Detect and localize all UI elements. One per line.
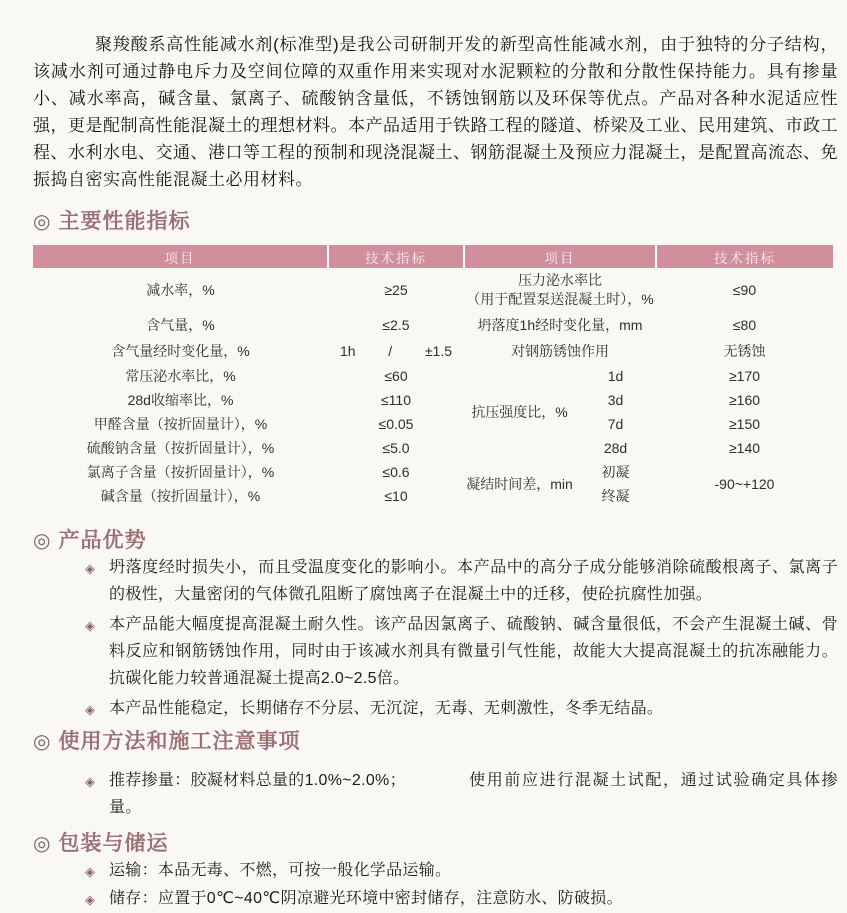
bullet-text: 本产品能大幅度提高混凝土耐久性。该产品因氯离子、硫酸钠、碱含量很低，不会产生混凝土碱、骨料反应和钢筋锈蚀作用，同时由于该减水剂具有微量引气性能，故能大大提高混凝土的抗冻融能力。抗碳化能力较普通混凝土提高2.0~2.5倍。 <box>109 616 838 687</box>
list-item <box>33 554 838 608</box>
value-text: ±1.5 <box>424 343 452 359</box>
bullet-text: 运输：本品无毒、不燃，可按一般化学品运输。 <box>109 862 452 879</box>
item-cell: 碱含量（按折固量计），% <box>100 488 261 504</box>
value-cell: ≤0.05 <box>378 416 414 432</box>
value-cell: ≥25 <box>384 282 408 298</box>
table-row <box>33 268 833 312</box>
section-title-text: 产品优势 <box>58 529 147 552</box>
item-cell: 硫酸钠含量（按折固量计），% <box>86 440 275 456</box>
section-title-text: 主要性能指标 <box>58 210 191 233</box>
slash-separator: / <box>388 343 393 359</box>
section-marker-icon: ◎ <box>33 530 52 552</box>
list-item <box>33 857 838 885</box>
item-cell: 对钢筋锈蚀作用 <box>511 343 609 359</box>
section-marker-icon: ◎ <box>33 731 52 753</box>
item-cell: 含气量经时变化量，% <box>111 343 250 359</box>
section-title-text: 使用方法和施工注意事项 <box>58 730 301 753</box>
item-cell: 氯离子含量（按折固量计），% <box>86 464 275 480</box>
bullet-text: 本产品性能稳定，长期储存不分层、无沉淀，无毒、无刺激性，冬季无结晶。 <box>109 700 664 717</box>
diamond-bullet-icon: ◈ <box>85 892 95 907</box>
value-cell: ≤0.6 <box>382 464 410 480</box>
header-cell-indicator-right: 技术指标 <box>656 245 833 268</box>
item-cell: 28d收缩率比，% <box>127 392 234 408</box>
header-cell-item-right: 项目 <box>464 245 656 268</box>
value-cell: 无锈蚀 <box>723 343 766 359</box>
item-line: （用于配置泵送混凝土时），% <box>466 291 654 307</box>
section-marker-icon: ◎ <box>33 833 52 855</box>
section-title-packaging <box>33 831 838 857</box>
list-item <box>33 695 838 723</box>
bullet-text <box>109 767 838 821</box>
section-title-advantages <box>33 528 838 554</box>
age-cell: 7d <box>607 416 624 432</box>
age-cell: 1d <box>607 368 624 384</box>
diamond-bullet-icon: ◈ <box>85 774 95 789</box>
item-line: 压力泌水率比 <box>518 272 602 288</box>
value-cell: ≥160 <box>728 392 761 408</box>
value-cell: -90~+120 <box>714 476 775 492</box>
usage-dosage-line <box>33 767 838 821</box>
value-cell: ≤10 <box>384 488 408 504</box>
value-cell: ≥150 <box>728 416 761 432</box>
diamond-bullet-icon: ◈ <box>85 561 95 576</box>
value-cell: ≥170 <box>728 368 761 384</box>
packaging-list <box>33 857 838 913</box>
group-label-cell: 抗压强度比，% <box>471 404 568 420</box>
diamond-bullet-icon: ◈ <box>85 702 95 717</box>
value-cell: ≤80 <box>732 317 757 333</box>
diamond-bullet-icon: ◈ <box>85 618 95 633</box>
value-cell: ≤5.0 <box>382 440 410 456</box>
value-cell: ≤60 <box>384 368 408 384</box>
table-row <box>33 412 833 436</box>
table-row <box>33 364 833 388</box>
age-cell: 28d <box>603 440 628 456</box>
group-label-cell: 凝结时间差，min <box>466 476 573 492</box>
item-cell: 含气量，% <box>146 317 215 333</box>
table-row <box>33 338 833 364</box>
section-title-usage <box>33 729 838 755</box>
value-cell: ≤90 <box>732 282 757 298</box>
intro-paragraph: 聚羧酸系高性能减水剂(标准型)是我公司研制开发的新型高性能减水剂，由于独特的分子结构，该减水剂可通过静电斥力及空间位障的双重作用来实现对水泥颗粒的分散和分散性保持能力。具有掺量小、减水率高，碱含量、氯离子、硫酸钠含量低，不锈蚀钢筋以及环保等优点。产品对各种水泥适应性强，更是配制高性能混凝土的理想材料。本产品适用于铁路工程的隧道、桥梁及工业、民用建筑、市政工程、水利水电、交通、港口等工程的预制和现浇混凝土、钢筋混凝土及预应力混凝土，是配置高流态、免振捣自密实高性能混凝土必用材料。 <box>33 35 838 189</box>
item-cell: 坍落度1h经时变化量，mm <box>477 317 643 333</box>
table-row <box>33 312 833 338</box>
item-cell <box>464 268 656 312</box>
value-cell: ≤2.5 <box>382 317 410 333</box>
value-cell <box>328 338 464 364</box>
item-cell: 甲醛含量（按折固量计），% <box>93 416 268 432</box>
sub-cell: 初凝 <box>601 464 630 480</box>
item-cell: 常压泌水率比，% <box>125 368 236 384</box>
list-item <box>33 885 838 913</box>
sub-cell: 1h <box>340 343 356 359</box>
age-cell: 3d <box>607 392 624 408</box>
table-header-row <box>33 245 833 268</box>
trial-mix-note: 使用前应进行混凝土试配，通过试验确定具体掺量。 <box>109 772 838 816</box>
diamond-bullet-icon: ◈ <box>85 864 95 879</box>
sub-cell: 终凝 <box>601 488 630 504</box>
value-cell: ≥140 <box>728 440 761 456</box>
list-item <box>33 611 838 692</box>
item-cell: 减水率，% <box>146 282 215 298</box>
header-cell-indicator-left: 技术指标 <box>328 245 464 268</box>
bullet-text: 储存：应置于0℃~40℃阴凉避光环境中密封储存，注意防水、防破损。 <box>109 890 623 907</box>
section-title-text: 包装与储运 <box>58 832 169 855</box>
table-row <box>33 460 833 484</box>
performance-table <box>33 245 833 508</box>
table-row <box>33 436 833 460</box>
bullet-text: 坍落度经时损失小，而且受温度变化的影响小。本产品中的高分子成分能够消除硫酸根离子、氯离子的极性，大量密闭的气体微孔阻断了腐蚀离子在混凝土中的迁移，使砼抗腐性加强。 <box>109 559 838 603</box>
section-marker-icon: ◎ <box>33 211 52 233</box>
dosage-text: 推荐掺量：胶凝材料总量的1.0%~2.0%； <box>109 772 406 789</box>
advantages-list <box>33 554 838 723</box>
value-cell: ≤110 <box>380 392 411 408</box>
header-cell-item-left: 项目 <box>33 245 328 268</box>
section-title-performance <box>33 209 838 235</box>
table-row <box>33 388 833 412</box>
